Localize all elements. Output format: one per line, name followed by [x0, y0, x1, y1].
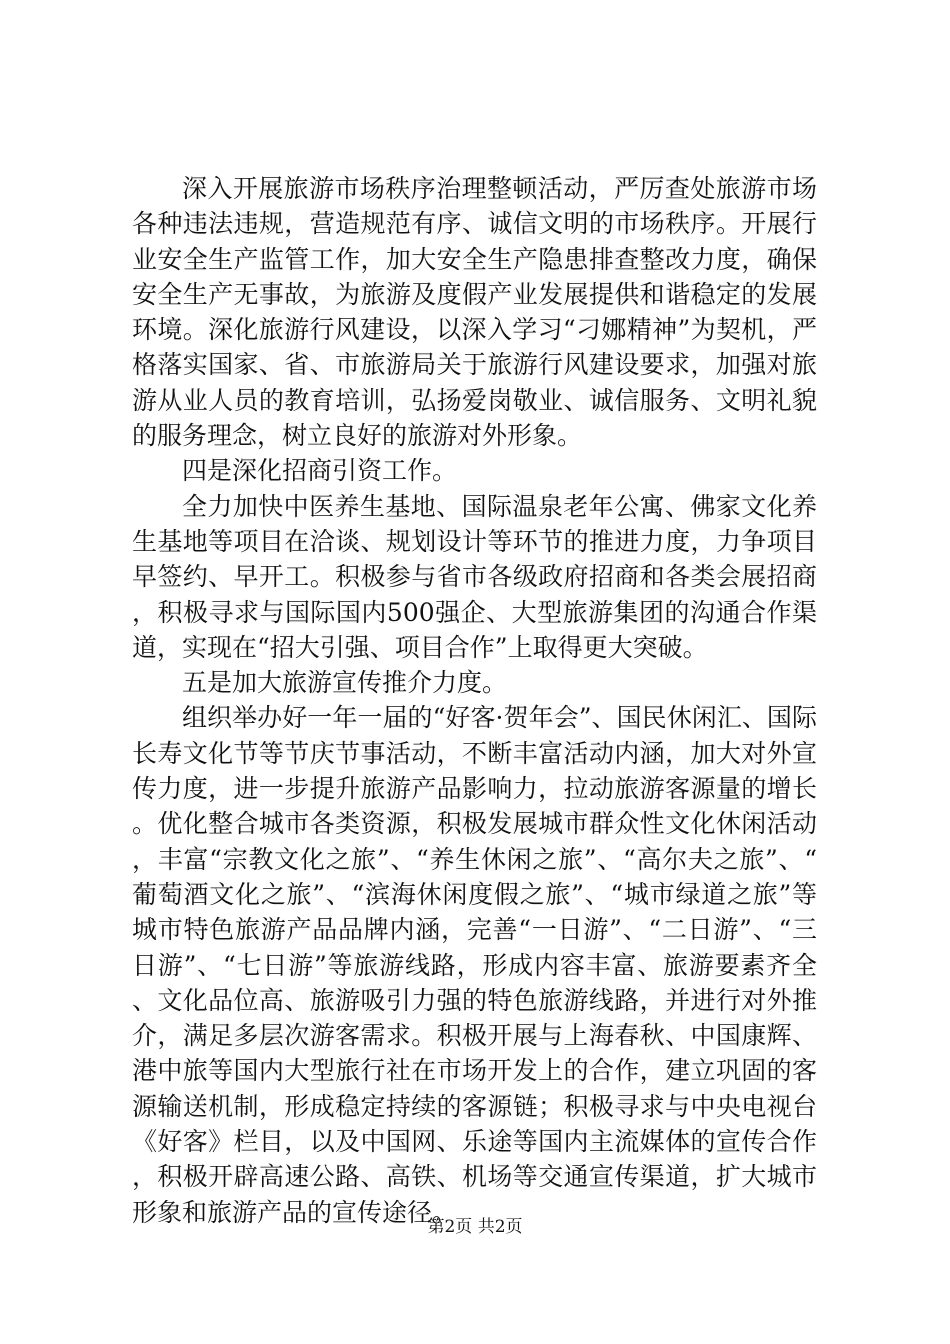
- paragraph-investment: 全力加快中医养生基地、国际温泉老年公寓、佛家文化养生基地等项目在洽谈、规划设计等环节的推进力度，力争项目早签约、早开工。积极参与省市各级政府招商和各类会展招商，积极寻求与国际国内500强企、大型旅游集团的沟通合作渠道，实现在“招大引强、项目合作”上取得更大突破。: [132, 491, 817, 662]
- paragraph-market-order: 深入开展旅游市场秩序治理整顿活动，严厉查处旅游市场各种违法违规，营造规范有序、诚信文明的市场秩序。开展行业安全生产监管工作，加大安全生产隐患排查整改力度，确保安全生产无事故，为旅游及度假产业发展提供和谐稳定的发展环境。深化旅游行风建设，以深入学习“刁娜精神”为契机，严格落实国家、省、市旅游局关于旅游行风建设要求，加强对旅游从业人员的教育培训，弘扬爱岗敬业、诚信服务、文明礼貌的服务理念，树立良好的旅游对外形象。: [132, 174, 817, 451]
- heading-promotion: 五是加大旅游宣传推介力度。: [182, 668, 508, 698]
- heading-investment: 四是深化招商引资工作。: [182, 456, 458, 486]
- document-body: [132, 171, 817, 1230]
- page-number-footer: 第2页 共2页: [427, 1217, 523, 1237]
- paragraph-promotion: 组织举办好一年一届的“好客·贺年会”、国民休闲汇、国际长寿文化节等节庆节事活动，不断丰富活动内涵，加大对外宣传力度，进一步提升旅游产品影响力，拉动旅游客源量的增长。优化整合城市各类资源，积极发展城市群众性文化休闲活动，丰富“宗教文化之旅”、“养生休闲之旅”、“高尔夫之旅”、“葡萄酒文化之旅”、“滨海休闲度假之旅”、“城市绿道之旅”等城市特色旅游产品品牌内涵，完善“一日游”、“二日游”、“三日游”、“七日游”等旅游线路，形成内容丰富、旅游要素齐全、文化品位高、旅游吸引力强的特色旅游线路，并进行对外推介，满足多层次游客需求。积极开展与上海春秋、中国康辉、港中旅等国内大型旅行社在市场开发上的合作，建立巩固的客源输送机制，形成稳定持续的客源链；积极寻求与中央电视台《好客》栏目，以及中国网、乐途等国内主流媒体的宣传合作，积极开辟高速公路、高铁、机场等交通宣传渠道，扩大城市形象和旅游产品的宣传途径。: [132, 703, 817, 1227]
